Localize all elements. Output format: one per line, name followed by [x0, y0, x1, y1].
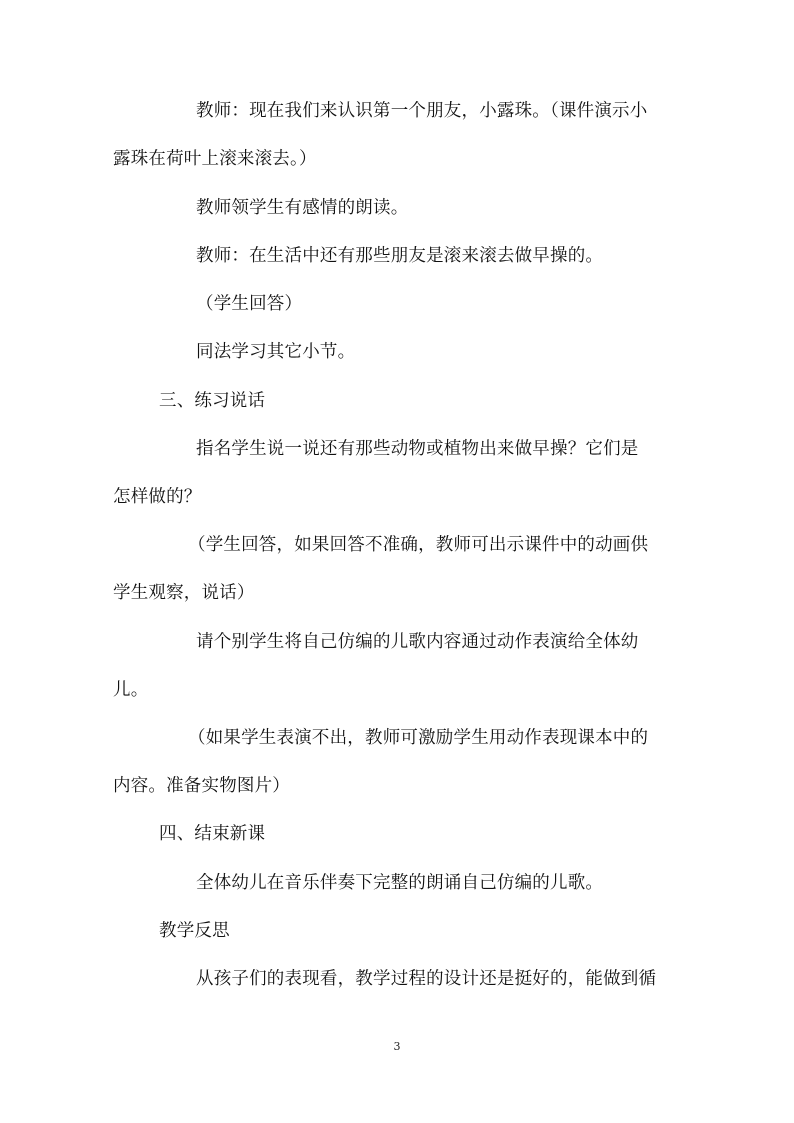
paragraph-line: 从孩子们的表现看，教学过程的设计还是挺好的，能做到循: [196, 969, 657, 989]
section-heading: 三、练习说话: [159, 391, 266, 411]
paragraph-line: 请个别学生将自己仿编的儿歌内容通过动作表演给全体幼: [196, 632, 639, 652]
paragraph-line: 怎样做的？: [113, 487, 202, 507]
section-heading: 教学反思: [159, 921, 230, 941]
paragraph-line: （学生回答，如果回答不准确，教师可出示课件中的动画供: [188, 535, 649, 555]
paragraph-line: 同法学习其它小节。: [196, 342, 356, 362]
paragraph-line: 指名学生说一说还有那些动物或植物出来做早操？它们是: [196, 439, 639, 459]
paragraph-line: 露珠在荷叶上滚来滚去。）: [113, 149, 317, 169]
paragraph-line: 教师：在生活中还有那些朋友是滚来滚去做早操的。: [196, 246, 604, 266]
paragraph-line: 教师：现在我们来认识第一个朋友，小露珠。（课件演示小: [196, 101, 648, 121]
paragraph-line: （如果学生表演不出，教师可激励学生用动作表现课本中的: [188, 728, 649, 748]
paragraph-line: 儿。: [113, 680, 149, 700]
paragraph-line: 全体幼儿在音乐伴奏下完整的朗诵自己仿编的儿歌。: [196, 873, 604, 893]
page-number: 3: [393, 1040, 401, 1053]
paragraph-line: （学生回答）: [196, 294, 303, 314]
section-heading: 四、结束新课: [159, 824, 266, 844]
paragraph-line: 教师领学生有感情的朗读。: [196, 198, 409, 218]
paragraph-line: 学生观察，说话）: [113, 583, 255, 603]
paragraph-line: 内容。准备实物图片）: [113, 776, 290, 796]
